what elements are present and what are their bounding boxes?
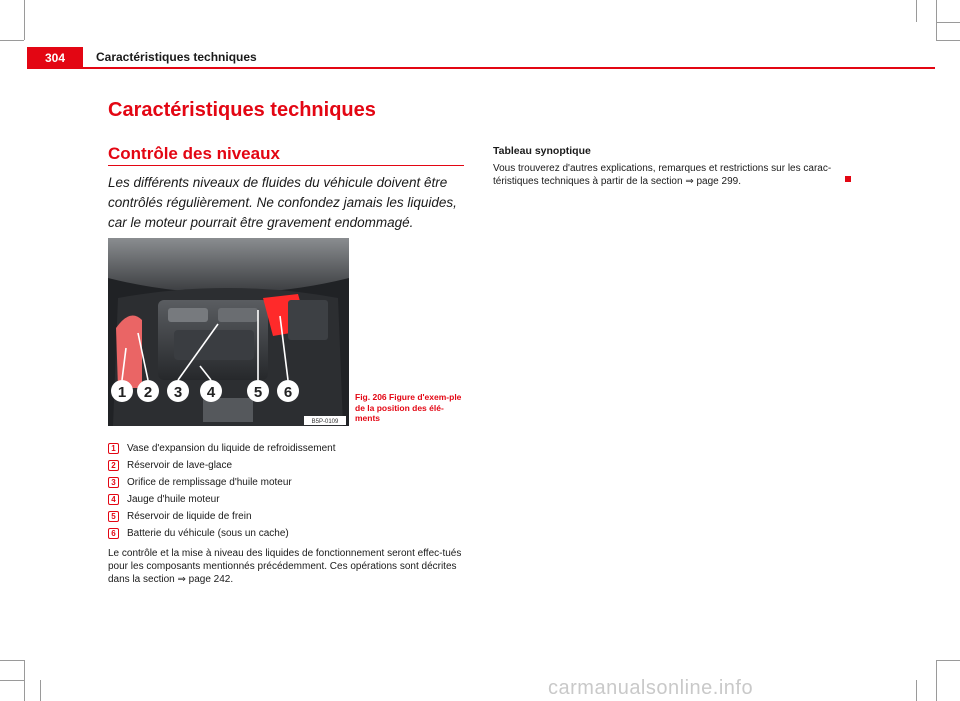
- callout-1: 1: [117, 384, 127, 401]
- callout-3: 3: [173, 384, 183, 401]
- crop-mark: [40, 680, 41, 701]
- section-rule: [108, 165, 464, 166]
- list-item: [108, 491, 468, 508]
- crop-mark: [916, 0, 917, 22]
- crop-mark: [0, 40, 24, 41]
- crop-mark: [936, 660, 960, 661]
- list-item: [108, 508, 468, 525]
- callout-4: 4: [206, 384, 216, 401]
- crop-mark: [0, 660, 24, 661]
- crop-mark: [24, 0, 25, 40]
- legend-number: 4: [108, 494, 119, 505]
- figure-code: B5P-0109: [311, 419, 339, 425]
- section-title: Contrôle des niveaux: [108, 144, 280, 163]
- legend-text: Réservoir de lave-glace: [127, 460, 233, 471]
- body-paragraph: Le contrôle et la mise à niveau des liquides de fonctionnement seront effec-tués pour les composants mentionnés précédemment. Ces opérations sont décrites dans la section ⇒ page 242.: [108, 548, 462, 585]
- figure-caption: Fig. 206 Figure d'exem-ple de la position des élé-ments: [355, 392, 462, 423]
- page-title: Caractéristiques techniques: [108, 99, 376, 121]
- callout-2: 2: [143, 384, 153, 401]
- legend-number: 5: [108, 511, 119, 522]
- header-rule: [27, 67, 935, 69]
- crop-mark: [916, 680, 917, 701]
- crop-mark: [936, 40, 960, 41]
- legend-number: 2: [108, 460, 119, 471]
- page-number: 304: [27, 47, 83, 69]
- list-item: [108, 474, 468, 491]
- legend-text: Batterie du véhicule (sous un cache): [127, 528, 289, 539]
- figure-legend: [108, 440, 468, 542]
- crop-mark: [936, 22, 960, 23]
- legend-number: 3: [108, 477, 119, 488]
- right-column: [493, 145, 853, 188]
- callout-5: 5: [253, 384, 263, 401]
- list-item: [108, 440, 468, 457]
- running-title: Caractéristiques techniques: [96, 50, 257, 64]
- section-intro: Les différents niveaux de fluides du véhicule doivent être contrôlés régulièrement. Ne confondez jamais les liquides, car le moteur pourrait être gravement endommagé.: [108, 175, 457, 230]
- subsection-text: Vous trouverez d'autres explications, remarques et restrictions sur les carac-téristiques techniques à partir de la section ⇒ page 299.: [493, 163, 832, 187]
- watermark: carmanualsonline.info: [548, 677, 754, 699]
- legend-text: Orifice de remplissage d'huile moteur: [127, 477, 292, 488]
- callout-6: 6: [283, 384, 293, 401]
- crop-mark: [936, 0, 937, 40]
- section-end-marker: [845, 176, 851, 182]
- engine-illustration: [108, 238, 349, 426]
- legend-text: Réservoir de liquide de frein: [127, 511, 252, 522]
- list-item: [108, 525, 468, 542]
- subsection-heading: Tableau synoptique: [493, 145, 591, 157]
- engine-bay-figure: [108, 238, 349, 426]
- legend-number: 6: [108, 528, 119, 539]
- legend-text: Jauge d'huile moteur: [127, 494, 220, 505]
- list-item: [108, 457, 468, 474]
- crop-mark: [936, 660, 937, 701]
- legend-number: 1: [108, 443, 119, 454]
- legend-text: Vase d'expansion du liquide de refroidissement: [127, 443, 336, 454]
- crop-mark: [0, 680, 24, 681]
- crop-mark: [24, 660, 25, 701]
